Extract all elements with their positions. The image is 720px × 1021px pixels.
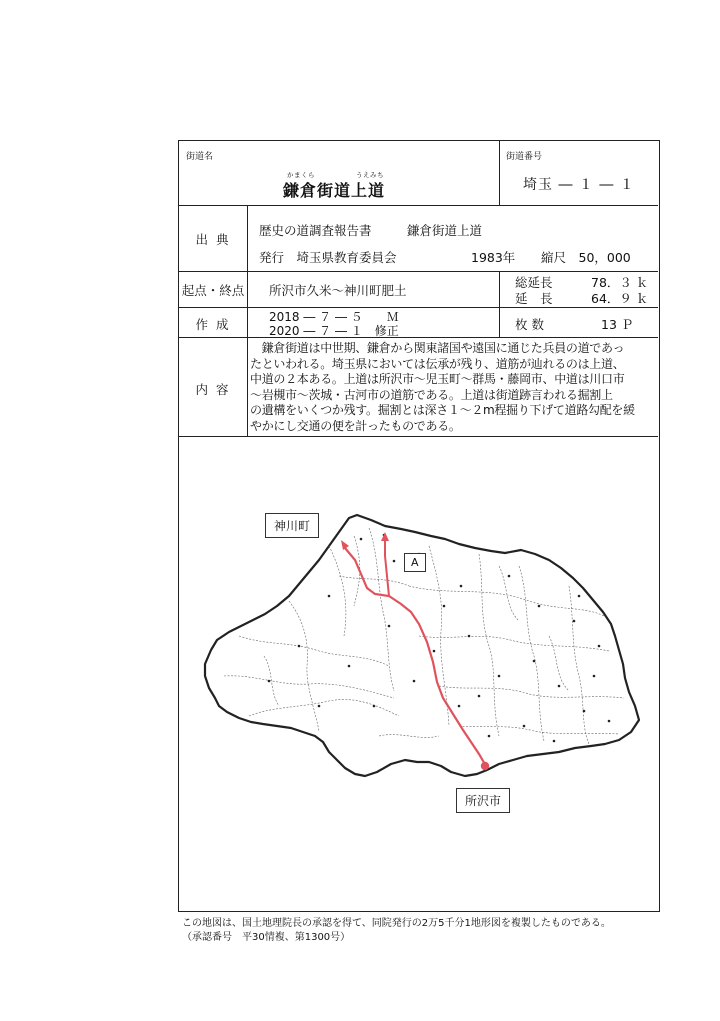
- footer-note: この地図は、国土地理院長の承認を得て、同院発行の2万5千分1地形図を複製したものである。: [182, 918, 611, 929]
- road-name-label: 街道名: [186, 152, 214, 162]
- title-ruby-kamakura: かまくら: [287, 171, 315, 179]
- col-divider: [247, 205, 248, 436]
- road-number-label: 街道番号: [506, 152, 543, 162]
- prefecture-map-svg: [179, 436, 658, 910]
- source-report: 歴史の道調査報告書: [259, 223, 372, 238]
- source-scale: 縮尺 50，000: [541, 250, 631, 265]
- total-length-value: 78．３ ｋ: [591, 275, 649, 290]
- sheets-value: 13 Ｐ: [601, 317, 634, 332]
- description-line: ～岩槻市～茨城・古河市の道筋である。上道は街道跡言われる掘割上: [250, 387, 613, 402]
- col-divider: [499, 141, 500, 205]
- revised-date: 2020 ― ７ ― １ 修正: [269, 324, 399, 338]
- survey-sheet: [178, 140, 660, 912]
- label-kamikawa: 神川町: [265, 513, 319, 538]
- label-marker-a: A: [404, 553, 426, 572]
- row-divider: [179, 205, 658, 206]
- footer-approval: （承認番号 平30情複、第1300号）: [182, 932, 351, 943]
- route-start-point: [481, 762, 489, 770]
- length-label: 延 長: [515, 291, 553, 306]
- description-line: の遺構をいくつか残す。掘割とは深さ１～２m程掘り下げて道路勾配を緩: [250, 403, 635, 417]
- description-line: たといわれる。埼玉県においては伝承が残り、道筋が辿れるのは上道、: [250, 356, 625, 371]
- endpoints-value: 所沢市久米～神川町肥土: [269, 283, 407, 298]
- content-description: [250, 341, 656, 434]
- description-line: やかにし交通の便を計ったものである。: [250, 418, 461, 433]
- title-ruby-uemichi: うえみち: [356, 171, 384, 179]
- sheets-label: 枚 数: [515, 317, 544, 332]
- route-map: [179, 436, 658, 910]
- created-date: 2018 ― ７ ― ５ Ｍ: [269, 310, 399, 324]
- row-divider: [179, 307, 658, 308]
- source-publisher: 発行 埼玉県教育委員会: [259, 250, 397, 265]
- row-divider: [179, 337, 658, 338]
- source-year: 1983年: [471, 250, 516, 265]
- row-divider: [179, 271, 658, 272]
- col-divider: [499, 271, 500, 337]
- road-number: 埼玉 ― １ ― １: [523, 177, 635, 193]
- source-report-road: 鎌倉街道上道: [407, 223, 483, 238]
- content-label: 内 容: [195, 382, 231, 397]
- label-tokorozawa: 所沢市: [456, 788, 510, 813]
- source-label: 出 典: [195, 232, 231, 247]
- description-line: 鎌倉街道は中世期、鎌倉から関東諸国や遠国に通じた兵員の道であっ: [250, 341, 625, 355]
- created-label: 作 成: [195, 317, 231, 332]
- length-value: 64．９ ｋ: [591, 291, 649, 306]
- description-line: 中道の２本ある。上道は所沢市～児玉町～群馬・藤岡市、中道は川口市: [250, 372, 625, 386]
- endpoints-label: 起点・終点: [181, 283, 245, 298]
- total-length-label: 総延長: [515, 275, 553, 290]
- road-title: 鎌倉街道上道: [283, 181, 386, 200]
